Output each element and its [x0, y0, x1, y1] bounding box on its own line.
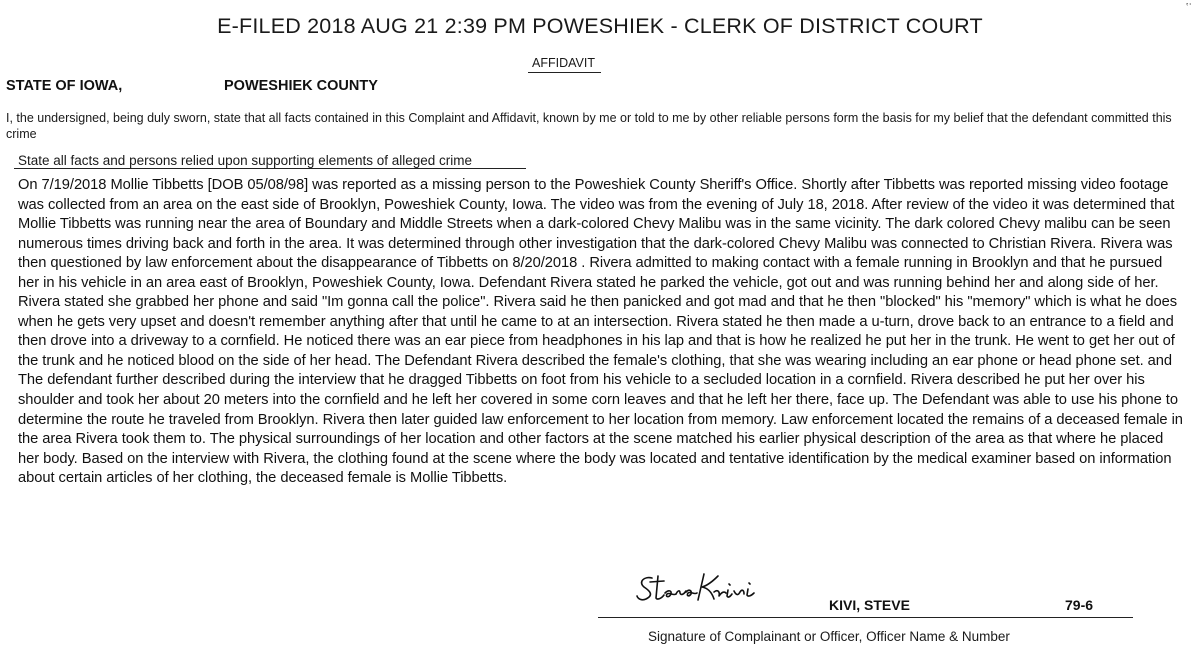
facts-section-label: [18, 153, 472, 168]
filing-stamp: E-FILED 2018 AUG 21 2:39 PM POWESHIEK - CLERK OF DISTRICT COURT: [217, 14, 983, 38]
signature-line: [598, 617, 1133, 618]
county-label: POWESHIEK COUNTY: [224, 78, 378, 94]
corner-mark: ʽʿ: [1185, 2, 1192, 14]
affidavit-title-underline: [528, 72, 601, 73]
affidavit-title: [532, 56, 595, 70]
facts-label-text: State all facts and persons relied upon supporting elements of alleged crime: [18, 153, 473, 168]
facts-narrative: On 7/19/2018 Mollie Tibbetts [DOB 05/08/98] was reported as a missing person to the Poweshiek County Sheriff's Office. Shortly after Tibbetts was reported missing video footage was collected from an area on the east side of Brooklyn, Poweshiek County, Iowa. The video was from the evening of July 18, 2018. After review of the video it was determined that Mollie Tibbetts was running near the area of Boundary and Middle Streets when a dark-colored Chevy Malibu was in the same vicinity. The dark colored Chevy malibu can be seen numerous times driving back and forth in the area. It was determined through other investigation that the dark-colored Chevy Malibu was connected to Christian Rivera. Rivera was then questioned by law enforcement about the disappearance of Tibbetts on 8/20/2018 . Rivera admitted to making contact with a female running in Brooklyn and that he pursued her in his vehicle in an area east of Brooklyn, Poweshiek County, Iowa. Defendant Rivera stated he parked the vehicle, got out and was running behind her and along side of her. Rivera stated she grabbed her phone and said "Im gonna call the police". Rivera said he then panicked and got mad and that he then "blocked" his "memory" which is what he does when he gets very upset and doesn't remember anything after that until he came to at an intersection. Rivera stated he then made a u-turn, drove back to an entrance to a field and then drove into a driveway to a cornfield. He noticed there was an ear piece from headphones in his lap and that is how he realized he put her in the trunk. He went to get her out of the trunk and he noticed blood on the side of her head. The Defendant Rivera described the female's clothing, that she was wearing including an ear phone or head phone set. and The defendant further described during the interview that he dragged Tibbetts on foot from his vehicle to a secluded location in a cornfield. Rivera described he put her over his shoulder and took her about 20 meters into the cornfield and he left her covered in some corn leaves and that he left her there, face up. The Defendant was able to use his phone to determine the route he traveled from Brooklyn. Rivera then later guided law enforcement to her location from memory. Law enforcement located the remains of a deceased female in the area Rivera took them to. The physical surroundings of her location and other factors at the scene matched his earlier physical description of the area as that where he placed her body. Based on the interview with Rivera, the clothing found at the scene where the body was located and tentative identification by the medical examiner based on information about certain articles of her clothing, the deceased female is Mollie Tibbetts.: [18, 177, 1183, 487]
officer-name: KIVI, STEVE: [829, 597, 910, 613]
officer-number: 79-6: [1065, 597, 1094, 613]
facts-label-underline: [14, 168, 526, 169]
handwritten-signature: [634, 568, 762, 608]
oath-statement: I, the undersigned, being duly sworn, state that all facts contained in this Complaint and Affidavit, known by me or told to me by other reliable persons form the basis for my belief that the defendant committed this crime: [6, 111, 1172, 141]
state-label: STATE OF IOWA,: [6, 78, 123, 94]
affidavit-title-text: AFFIDAVIT: [532, 56, 595, 70]
signature-caption: Signature of Complainant or Officer, Officer Name & Number: [648, 629, 1010, 644]
state-county-line: [6, 78, 378, 94]
